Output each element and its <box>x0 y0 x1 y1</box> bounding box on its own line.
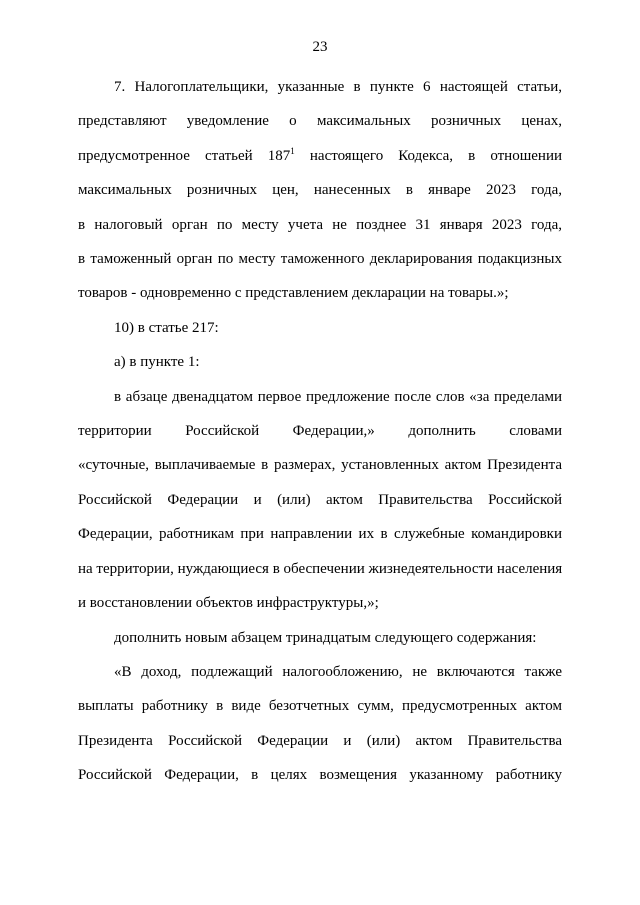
item-a: а) в пункте 1: <box>114 354 200 371</box>
document-body <box>78 70 562 793</box>
text-line: максимальных розничных цен, нанесенных в январе 2023 года, <box>78 182 562 199</box>
text-line: представляют уведомление о максимальных розничных ценах, <box>78 113 562 130</box>
text-line: Российской Федерации и (или) актом Правительства Российской <box>78 491 562 508</box>
text-line: 7. Налогоплательщики, указанные в пункте 6 настоящей статьи, <box>114 79 562 95</box>
text-line: и восстановлении объектов инфраструктуры,»; <box>78 595 379 612</box>
text-line: территории Российской Федерации,» дополнить словами <box>78 423 562 440</box>
paragraph-7 <box>78 70 562 311</box>
text-fragment: настоящего Кодекса, в отношении <box>309 147 563 164</box>
text-line: Президента Российской Федерации и (или) актом Правительства <box>78 732 562 749</box>
text-line: «В доход, подлежащий налогообложению, не включаются также <box>114 663 562 680</box>
text-fragment: предусмотренное статьей 187 <box>78 147 291 164</box>
paragraph-abzac-13-intro: дополнить новым абзацем тринадцатым следующего содержания: <box>114 629 537 646</box>
text-line-with-superscript <box>78 139 562 173</box>
item-10: 10) в статье 217: <box>114 319 219 336</box>
article-superscript: 1 <box>290 145 295 156</box>
page-number: 23 <box>312 39 328 55</box>
text-line: Российской Федерации, в целях возмещения указанному работнику <box>78 767 562 784</box>
text-line: в налоговый орган по месту учета не позднее 31 января 2023 года, <box>78 216 562 233</box>
text-line: товаров - одновременно с представлением декларации на товары.»; <box>78 285 509 302</box>
text-line: на территории, нуждающиеся в обеспечении жизнедеятельности населения <box>78 560 563 577</box>
text-line: выплаты работнику в виде безотчетных сумм, предусмотренных актом <box>78 698 562 715</box>
text-line: «суточные, выплачиваемые в размерах, установленных актом Президента <box>78 457 562 474</box>
text-line: Федерации, работникам при направлении их в служебные командировки <box>78 526 562 543</box>
paragraph-abzac-13 <box>78 655 562 793</box>
text-line: в абзаце двенадцатом первое предложение после слов «за пределами <box>114 388 562 405</box>
paragraph-abzac-12 <box>78 380 562 621</box>
text-line: в таможенный орган по месту таможенного декларирования подакцизных <box>78 251 562 268</box>
